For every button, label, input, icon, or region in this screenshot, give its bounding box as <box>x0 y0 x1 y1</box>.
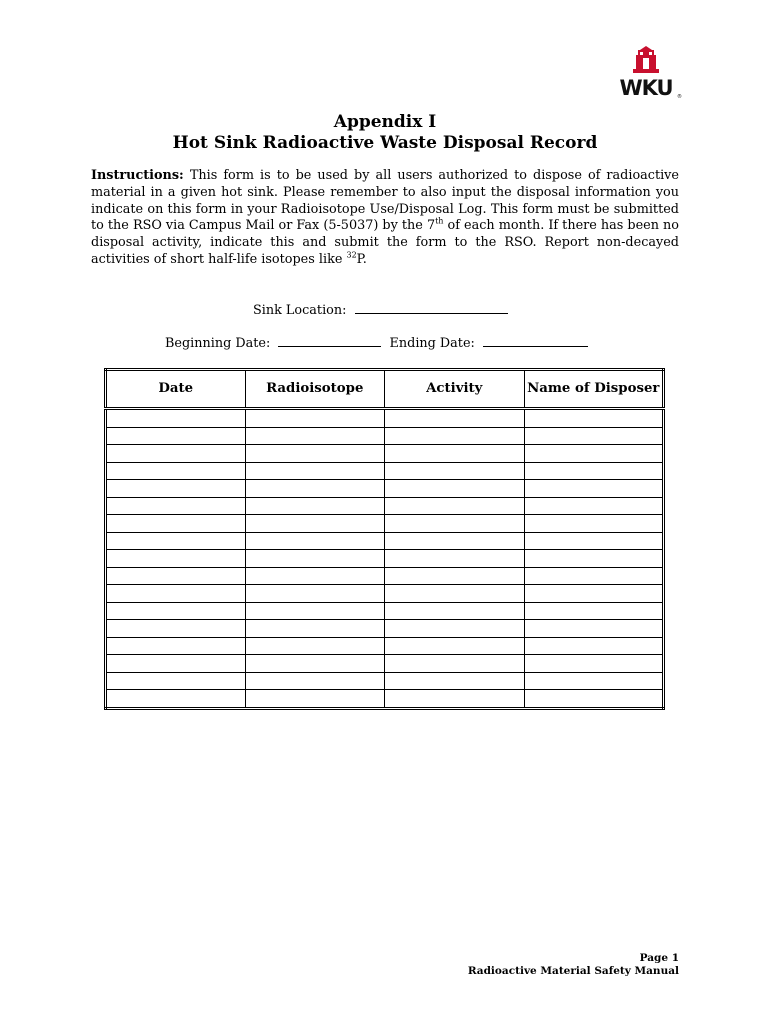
date-cell[interactable] <box>106 620 246 638</box>
disposer-cell[interactable] <box>524 585 664 603</box>
activity-cell[interactable] <box>385 550 525 568</box>
table-row <box>106 690 664 709</box>
radioisotope-cell[interactable] <box>245 532 385 550</box>
date-cell[interactable] <box>106 655 246 673</box>
date-cell[interactable] <box>106 445 246 463</box>
beginning-date-field[interactable] <box>278 335 381 347</box>
disposer-cell[interactable] <box>524 690 664 709</box>
cupola-tower-icon <box>612 46 680 76</box>
header-activity: Activity <box>385 370 525 409</box>
date-cell[interactable] <box>106 602 246 620</box>
date-cell[interactable] <box>106 462 246 480</box>
disposer-cell[interactable] <box>524 655 664 673</box>
table-row <box>106 550 664 568</box>
instructions-label: Instructions: <box>91 168 184 183</box>
logo-wordmark: WKU <box>619 76 673 100</box>
table-row <box>106 655 664 673</box>
activity-cell[interactable] <box>385 655 525 673</box>
table-row <box>106 585 664 603</box>
activity-cell[interactable] <box>385 602 525 620</box>
table-row <box>106 567 664 585</box>
header-radioisotope: Radioisotope <box>245 370 385 409</box>
beginning-date-label: Beginning Date: <box>165 336 271 351</box>
activity-cell[interactable] <box>385 532 525 550</box>
date-cell[interactable] <box>106 480 246 498</box>
radioisotope-cell[interactable] <box>245 655 385 673</box>
radioisotope-cell[interactable] <box>245 480 385 498</box>
activity-cell[interactable] <box>385 480 525 498</box>
radioisotope-cell[interactable] <box>245 690 385 709</box>
radioisotope-cell[interactable] <box>245 409 385 428</box>
disposer-cell[interactable] <box>524 550 664 568</box>
form-title: Hot Sink Radioactive Waste Disposal Record <box>172 133 598 153</box>
table-row <box>106 515 664 533</box>
activity-cell[interactable] <box>385 585 525 603</box>
header-date: Date <box>106 370 246 409</box>
ending-date-field[interactable] <box>483 335 588 347</box>
instructions-text-3: P. <box>356 251 367 267</box>
table-header-row <box>106 370 664 409</box>
activity-cell[interactable] <box>385 567 525 585</box>
disposer-cell[interactable] <box>524 532 664 550</box>
date-cell[interactable] <box>106 690 246 709</box>
radioisotope-cell[interactable] <box>245 637 385 655</box>
header-name-of-disposer: Name of Disposer <box>524 370 664 409</box>
sink-location-label: Sink Location: <box>253 303 347 318</box>
radioisotope-cell[interactable] <box>245 567 385 585</box>
ending-date-label: Ending Date: <box>389 336 475 351</box>
page-number: Page 1 <box>639 952 679 964</box>
date-cell[interactable] <box>106 532 246 550</box>
activity-cell[interactable] <box>385 462 525 480</box>
instructions-text-1: This form is to be used by all users authorized to dispose of radioactive material in a given hot sink. Please remember to also input the disposal information you indicate on this form in your Radioisotope Use/Disposal Log. This form must be submitted to the RSO via Campus Mail or Fax (5-5037) by the 7 <box>91 168 679 234</box>
table-row <box>106 445 664 463</box>
disposer-cell[interactable] <box>524 567 664 585</box>
radioisotope-cell[interactable] <box>245 515 385 533</box>
activity-cell[interactable] <box>385 445 525 463</box>
activity-cell[interactable] <box>385 620 525 638</box>
disposer-cell[interactable] <box>524 602 664 620</box>
superscript-th: th <box>435 217 444 227</box>
table-row <box>106 602 664 620</box>
disposer-cell[interactable] <box>524 515 664 533</box>
disposer-cell[interactable] <box>524 409 664 428</box>
disposer-cell[interactable] <box>524 445 664 463</box>
radioisotope-cell[interactable] <box>245 445 385 463</box>
activity-cell[interactable] <box>385 515 525 533</box>
superscript-32: 32 <box>346 250 357 260</box>
date-cell[interactable] <box>106 585 246 603</box>
table-row <box>106 497 664 515</box>
table-row <box>106 620 664 638</box>
table-body <box>106 409 664 709</box>
date-range-row <box>165 335 588 351</box>
table-row <box>106 480 664 498</box>
radioisotope-cell[interactable] <box>245 497 385 515</box>
appendix-heading: Appendix I <box>333 112 437 132</box>
date-cell[interactable] <box>106 409 246 428</box>
date-cell[interactable] <box>106 637 246 655</box>
activity-cell[interactable] <box>385 427 525 445</box>
wku-logo <box>612 46 680 104</box>
disposer-cell[interactable] <box>524 480 664 498</box>
disposal-record-table <box>104 368 665 710</box>
radioisotope-cell[interactable] <box>245 620 385 638</box>
sink-location-field[interactable] <box>355 302 508 314</box>
instructions-paragraph <box>91 168 679 269</box>
disposer-cell[interactable] <box>524 462 664 480</box>
date-cell[interactable] <box>106 672 246 690</box>
date-cell[interactable] <box>106 427 246 445</box>
table-row <box>106 672 664 690</box>
table-row <box>106 637 664 655</box>
radioisotope-cell[interactable] <box>245 672 385 690</box>
table-row <box>106 532 664 550</box>
activity-cell[interactable] <box>385 672 525 690</box>
disposer-cell[interactable] <box>524 497 664 515</box>
disposer-cell[interactable] <box>524 620 664 638</box>
activity-cell[interactable] <box>385 409 525 428</box>
date-cell[interactable] <box>106 550 246 568</box>
date-cell[interactable] <box>106 567 246 585</box>
registered-mark: ® <box>677 94 682 100</box>
date-cell[interactable] <box>106 515 246 533</box>
activity-cell[interactable] <box>385 497 525 515</box>
table-row <box>106 409 664 428</box>
table-row <box>106 427 664 445</box>
disposer-cell[interactable] <box>524 637 664 655</box>
manual-title: Radioactive Material Safety Manual <box>467 965 679 977</box>
date-cell[interactable] <box>106 497 246 515</box>
sink-location-row <box>253 302 508 318</box>
activity-cell[interactable] <box>385 637 525 655</box>
table-row <box>106 462 664 480</box>
radioisotope-cell[interactable] <box>245 550 385 568</box>
radioisotope-cell[interactable] <box>245 462 385 480</box>
disposer-cell[interactable] <box>524 672 664 690</box>
radioisotope-cell[interactable] <box>245 427 385 445</box>
activity-cell[interactable] <box>385 690 525 709</box>
disposer-cell[interactable] <box>524 427 664 445</box>
radioisotope-cell[interactable] <box>245 585 385 603</box>
instructions-text-2: of each month. If there has been no disposal activity, indicate this and submit the form to the RSO. Report non-decayed activities of short half-life isotopes like <box>91 218 679 267</box>
radioisotope-cell[interactable] <box>245 602 385 620</box>
